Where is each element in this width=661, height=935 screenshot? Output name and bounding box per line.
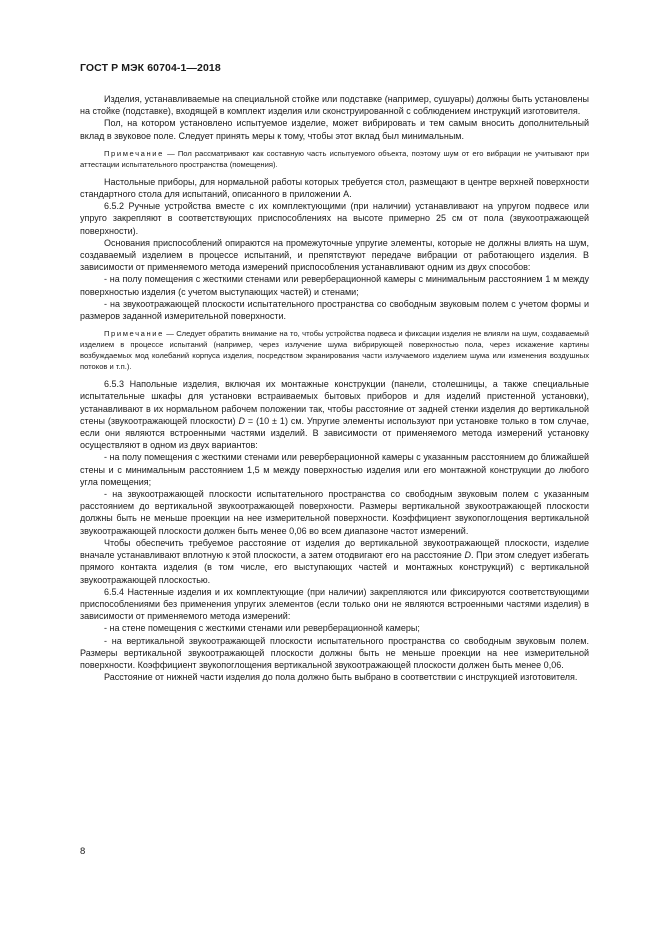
note-text: — Следует обратить внимание на то, чтобы устройства подвеса и фиксации изделия не влияли на шум, создаваемый изделием в процессе испытаний (например, через излучение шума вибрирующей поверхностью пола, через искажение картины возбуждаемых мод колебаний корпуса изделия, посредством экранирования части излучаемого изделием шума или изменения воздушных потоков и т.п.). xyxy=(80,329,589,372)
note-label: Примечание xyxy=(104,329,164,339)
list-item: - на стене помещения с жесткими стенами или реверберационной камеры; xyxy=(104,623,420,634)
paragraph-6-5-2: 6.5.2 Ручные устройства вместе с их комплектующими (при наличии) устанавливают на упругом подвесе или упруго закрепляют в соответствующих приспособлениях на высоте примерно 25 см от пола (звукоотражающей поверхности). xyxy=(80,201,589,236)
paragraph-table-devices: Настольные приборы, для нормальной работы которых требуется стол, размещают в центре верхней поверхности стандартного стола для испытаний, описанного в приложении А. xyxy=(80,176,589,200)
note-floor xyxy=(80,148,589,170)
paragraph-floor-distance: Расстояние от нижней части изделия до пола должно быть выбрано в соответствии с инструкцией изготовителя. xyxy=(104,672,578,683)
paragraph-bases: Основания приспособлений опираются на промежуточные упругие элементы, которые не должны влиять на шум, создаваемый изделием в процессе испытаний, и препятствуют передаче вибрации от работающего изделия. В зависимости от применяемого метода измерений приспособления устанавливают одним из двух способов: xyxy=(80,237,589,273)
paragraph-6-5-4: 6.5.4 Настенные изделия и их комплектующие (при наличии) закрепляются или фиксируются соответствующими приспособлениями без применения упругих элементов (если только они не являются встроенными частями изделия) в зависимости от применяемого метода измерений: xyxy=(80,586,589,622)
list-item: - на полу помещения с жесткими стенами или реверберационной камеры с указанным расстоянием до ближайшей стены и с минимальным расстоянием 1,5 м между поверхностью изделия или его монтажной конструкции до любого угла помещения; xyxy=(80,452,589,487)
page-number: 8 xyxy=(80,846,86,857)
paragraph-6-5-3: 6.5.3 Напольные изделия, включая их монтажные конструкции (панели, столешницы, а также специальные испытательные шкафы для установки встраиваемых бытовых приборов и для изделий пристенной установки), устанавливают в их нормальном рабочем положении так, чтобы расстояние от задней стенки изделия до вертикальной стены (звукоотражающей плоскости) D = (10 ± 1) см. Упругие элементы используют при установке только в том случае, если они являются встроенными частями изделий. В зависимости от применяемого метода измерений установку осуществляют в одном из двух вариантов: xyxy=(80,379,590,451)
paragraph-stand-mounted: Изделия, устанавливаемые на специальной стойке или подставке (например, сушуары) должны быть установлены на стойке (подставке), входящей в комплект изделия или сконструированной с соблюдением инструкций изготовителя. xyxy=(80,94,589,117)
list-item: - на звукоотражающей плоскости испытательного пространства со свободным звуковым полем с учетом формы и размеров заданной измерительной поверхности. xyxy=(80,298,589,322)
paragraph-floor-vibration: Пол, на котором установлено испытуемое изделие, может вибрировать и тем самым вносить дополнительный вклад в звуковое поле. Следует принять меры к тому, чтобы этот вклад был минимальным. xyxy=(80,118,589,141)
paragraph-distance: Чтобы обеспечить требуемое расстояние от изделия до вертикальной звукоотражающей плоскости, изделие вначале устанавливают вплотную к этой плоскости, а затем отодвигают его на расстояние D. При этом следует избегать прямого контакта изделия (в том числе, его выступающих частей и монтажных конструкций) с вертикальной звукоотражающей плоскостью. xyxy=(80,537,590,585)
note-label: Примечание xyxy=(104,148,164,158)
list-item: - на вертикальной звукоотражающей плоскости испытательного пространства со свободным звуковым полем. Размеры вертикальной звукоотражающей плоскости должны быть не меньше проекции на нее измерительной поверхности. Коэффициент звукопоглощения вертикальной звукоотражающей плоскости должен быть менее 0,06. xyxy=(80,635,589,670)
list-item: - на звукоотражающей плоскости испытательного пространства со свободным звуковым полем с указанным расстоянием до вертикальной звукоотражающей поверхности. Размеры вертикальной звукоотражающей плоскости должны быть не меньше проекции на нее измерительной поверхности. Коэффициент звукопоглощения вертикальной звукоотражающей плоскости должен быть менее 0,06 во всем диапазоне частот измерений. xyxy=(80,489,589,536)
main-text xyxy=(80,93,589,683)
variable-d: D xyxy=(238,415,245,426)
note-text: — Пол рассматривают как составную часть испытуемого объекта, поэтому шум от его вибрации не учитывают при аттестации испытательного пространства (помещения). xyxy=(80,148,589,169)
variable-d: D xyxy=(464,550,471,561)
note-suspension xyxy=(80,328,589,372)
standard-header: ГОСТ Р МЭК 60704-1—2018 xyxy=(80,62,221,74)
list-item: - на полу помещения с жесткими стенами или реверберационной камеры с минимальным расстоянием 1 м между поверхностью изделия (с учетом выступающих частей) и стенами; xyxy=(80,274,589,297)
